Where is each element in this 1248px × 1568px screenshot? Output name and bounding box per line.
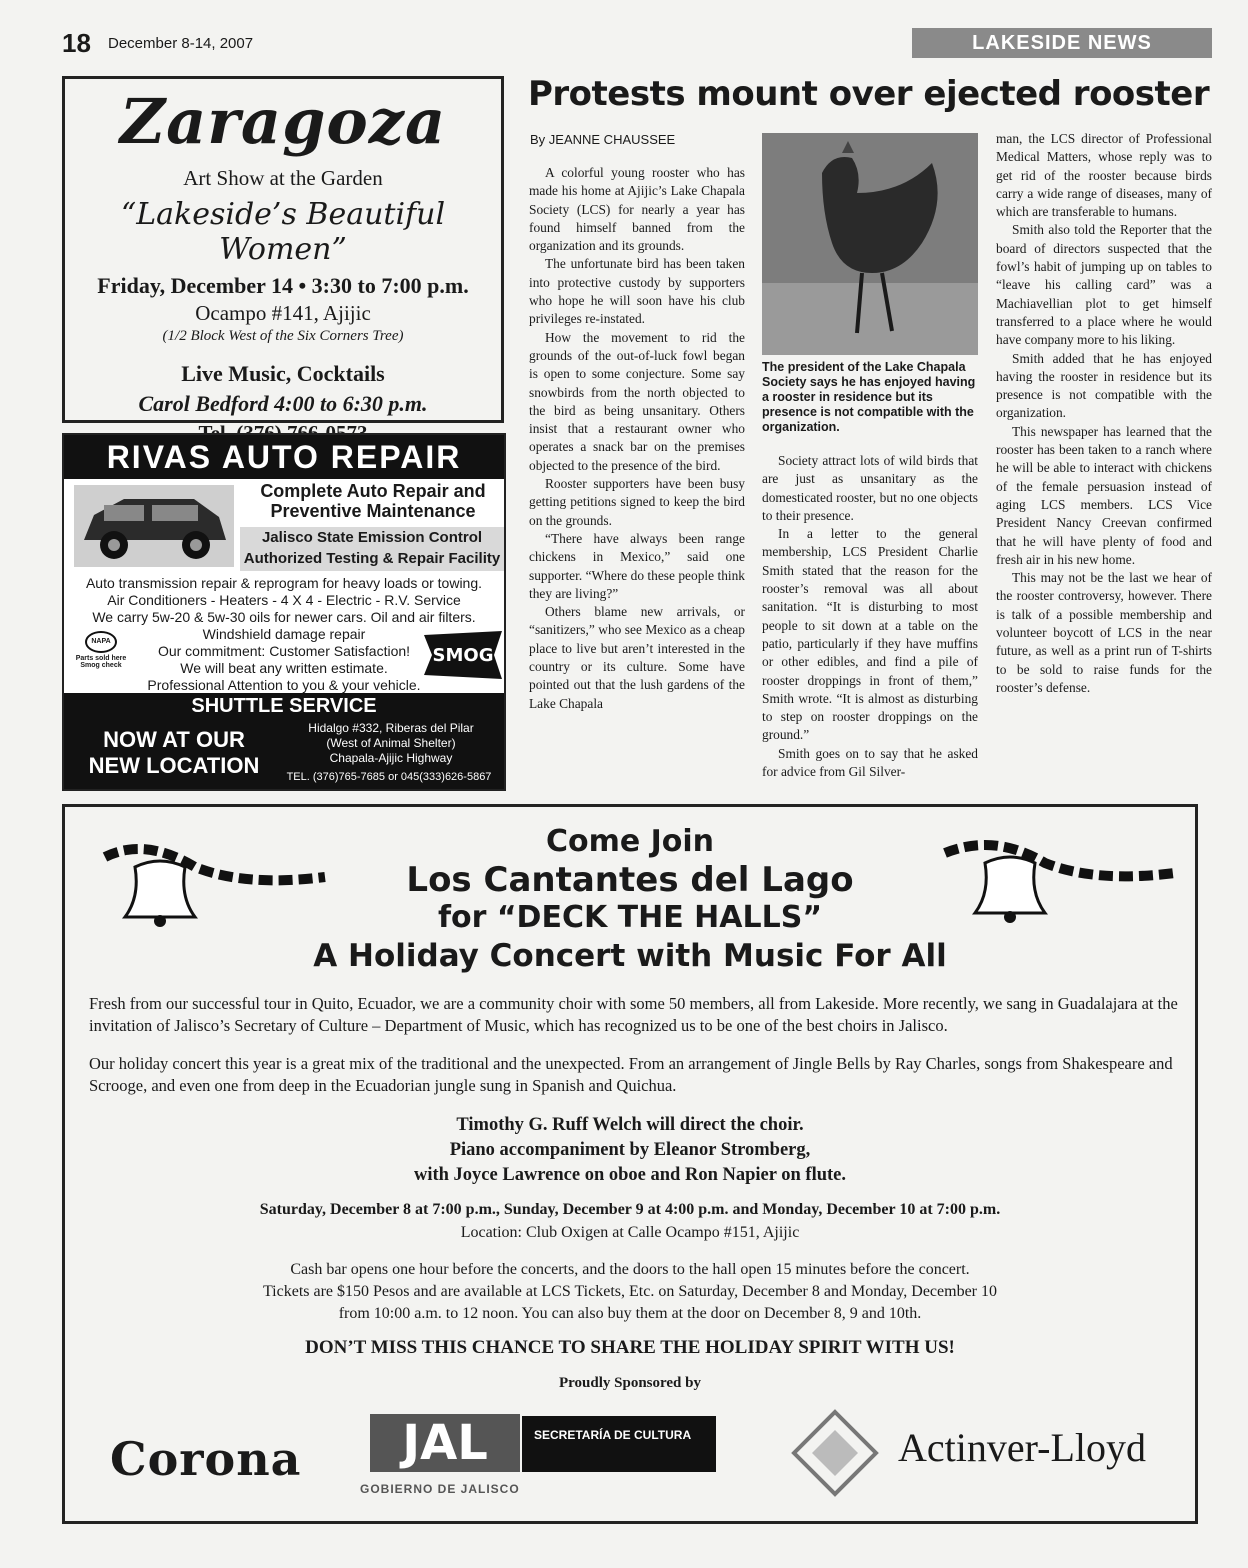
article-headline: Protests mount over ejected rooster [528, 74, 1210, 114]
call-to-action: DON’T MISS THIS CHANCE TO SHARE THE HOLIDAY SPIRIT WITH US! [305, 1337, 955, 1358]
actinver-emblem-icon [790, 1408, 880, 1498]
shuttle-title: SHUTTLE SERVICE [191, 695, 377, 717]
concert-h3: for “DECK THE HALLS” [437, 900, 823, 935]
emission-box: Jalisco State Emission Control Authorized Testing & Repair Facility [240, 527, 504, 571]
shuttle-section [64, 693, 504, 789]
article-column-3 [996, 130, 1212, 697]
photo-caption: The president of the Lake Chapala Society says he has enjoyed having a rooster in residence but its presence is not compatible with the organization. [762, 360, 976, 434]
smog-badge-icon [424, 631, 502, 679]
paragraph: How the movement to rid the grounds of the out-of-luck fowl began is open to some conjecture. Some say snowbirds from the north objected to the bird as being unsanitary. Others insist that a restaurant owner who operates a snack bar on the premises objected to the presence of the bird. [529, 329, 745, 473]
service-line: Air Conditioners - Heaters - 4 X 4 - Electric - R.V. Service [107, 592, 461, 608]
zara-line2: “Lakeside’s Beautiful Women” [120, 197, 446, 267]
concert-paragraph: Our holiday concert this year is a great mix of the traditional and the unexpected. From an arrangement of Jingle Bells by Ray Charles, songs from Shakespeare and Scrooge, and even one from deep in the Ecuadorian jungle sung in Spanish and Quichua. [89, 1054, 1173, 1095]
service-line: Our commitment: Customer Satisfaction! [157, 643, 411, 659]
service-line: We will beat any written estimate. [180, 660, 388, 676]
rooster-photo [762, 133, 978, 355]
new-location: NOW AT OUR NEW LOCATION [88, 727, 260, 778]
actinver-logo: Actinver-Lloyd [898, 1425, 1147, 1470]
issue-date: December 8-14, 2007 [108, 35, 254, 52]
car-image [74, 485, 234, 567]
paragraph: Rooster supporters have been busy getting petitions signed to keep the bird on the grounds. [529, 476, 745, 528]
address: Hidalgo #332, Riberas del Pilar (West of Animal Shelter) Chapala-Ajijic Highway [308, 721, 474, 765]
paragraph: Smith goes on to say that he asked for advice from Gil Silver- [762, 745, 978, 780]
byline: By JEANNE CHAUSSEE [530, 132, 676, 147]
article-column-1 [529, 164, 745, 713]
service-line: We carry 5w-20 & 5w-30 oils for newer cars. Oil and air filters. [92, 609, 476, 625]
corona-logo: Corona [110, 1432, 302, 1486]
napa-logo: NAPA Parts sold here Smog check [70, 631, 132, 669]
rivas-auto-ad [62, 433, 506, 791]
paragraph: Society attract lots of wild birds that are just as unsanitary as the domesticated rooster, but no one objects to their presence. [762, 453, 978, 523]
zaragoza-ad [62, 76, 504, 423]
jalisco-culture-logo: JAL SECRETARÍA DE CULTURA GOBIERNO DE JALISCO [360, 1412, 718, 1502]
zara-line6: Live Music, Cocktails [181, 361, 385, 386]
rivas-banner: RIVAS AUTO REPAIR [64, 435, 504, 479]
concert-location: Location: Club Oxigen at Calle Ocampo #151, Ajijic [460, 1224, 800, 1241]
bell-holly-icon [935, 813, 1185, 923]
service-line: Auto transmission repair & reprogram for heavy loads or towing. [85, 575, 483, 591]
sponsored-by: Proudly Sponsored by [559, 1375, 701, 1391]
zara-line1: Art Show at the Garden [183, 166, 383, 190]
concert-dates: Saturday, December 8 at 7:00 p.m., Sunday, December 9 at 4:00 p.m. and Monday, December 10 at 7:00 p.m. [259, 1201, 1001, 1218]
paragraph: This newspaper has learned that the rooster has been taken to a ranch where he will be able to interact with chickens of the female persuasion instead of aging LCS members. LCS Vice President Nancy Creevan confirmed that he will have plenty of food and fresh air in his new home. [996, 423, 1212, 567]
service-line: Windshield damage repair [202, 626, 366, 642]
svg-text:SMOG: SMOG [432, 645, 494, 666]
article-column-2 [762, 452, 978, 781]
rivas-headline: Complete Auto Repair and Preventive Maintenance [260, 481, 486, 521]
paragraph: The unfortunate bird has been taken into protective custody by supporters who hope he will soon have his club privileges re-instated. [529, 256, 745, 327]
paragraph: A colorful young rooster who has made his home at Ajijic’s Lake Chapala Society (LCS) for nearly a year has found himself banned from the organization and its grounds. [529, 165, 745, 254]
zara-line7: Carol Bedford 4:00 to 6:30 p.m. [138, 391, 428, 416]
service-line: Professional Attention to you & your vehicle. [147, 677, 421, 693]
concert-h1: Come Join [545, 824, 715, 859]
paragraph: This may not be the last we hear of the rooster controversy, however. There is talk of a possible membership and volunteer boycott of LCS in the near future, as well as a print run of T-shirts to be sold to raise funds for the rooster’s defense. [996, 570, 1212, 695]
concert-h2: Los Cantantes del Lago [406, 860, 854, 900]
paragraph: Others blame new arrivals, or “sanitizers,” who see Mexico as a cheap place to live but aren’t interested in the country or its culture. Some have pointed out that the lush gardens of the Lake Chapala [529, 604, 745, 711]
paragraph: man, the LCS director of Professional Medical Matters, whose reply was to get rid of the rooster because birds carry a wide range of diseases, many of which are transferable to humans. [996, 131, 1212, 220]
concert-paragraph: Fresh from our successful tour in Quito, Ecuador, we are a community choir with some 50 members, all from Lakeside. More recently, we sang in Guadalajara at the invitation of Jalisco’s Secretary of Culture – Department of Music, which has recognized us to be one of the best choirs in Jalisco. [89, 994, 1178, 1035]
page-number: 18 [62, 28, 91, 58]
paragraph: “There have always been range chickens in Mexico,” said one supporter. “Where do these people think they are living?” [529, 530, 745, 601]
zara-line5: (1/2 Block West of the Six Corners Tree) [162, 328, 404, 344]
ticket-info: Cash bar opens one hour before the concerts, and the doors to the hall open 15 minutes before the concert. Tickets are $150 Pesos and are available at LCS Tickets, Etc. on Saturday, December 8 and Monday, December 10 from 10:00 a.m. to 12 noon. You can also buy them at the door on December 8, 9 and 10th. [262, 1261, 998, 1322]
bell-holly-icon [85, 817, 335, 927]
section-title: LAKESIDE NEWS [912, 28, 1212, 58]
paragraph: Smith added that he has enjoyed having the rooster in residence but its presence is not compatible with the organization. [996, 350, 1212, 421]
concert-h4: A Holiday Concert with Music For All [313, 938, 947, 974]
zara-line3: Friday, December 14 • 3:30 to 7:00 p.m. [97, 273, 469, 298]
zaragoza-logo: Zaragoza [119, 85, 447, 158]
paragraph: In a letter to the general membership, LCS President Charlie Smith stated that the reason for the rooster’s removal was all about sanitation. “It is disturbing to most people to sit down at a table on the patio, particularly if they have muffins or other edibles, and find a pile of rooster droppings in front of them,” Smith wrote. “It is almost as disturbing to step on rooster droppings on the ground.” [762, 526, 978, 743]
credits: Timothy G. Ruff Welch will direct the choir. Piano accompaniment by Eleanor Stromberg, with Joyce Lawrence on oboe and Ron Napier on flute. [413, 1115, 846, 1185]
paragraph: Smith also told the Reporter that the board of directors suspected that the fowl’s habit of jumping up on tables to “leave his calling card” was a Machiavellian plot to get himself transferred to a place where he would have company more to his liking. [996, 222, 1212, 348]
zara-line4: Ocampo #141, Ajijic [195, 301, 371, 325]
rivas-phone: TEL. (376)765-7685 or 045(333)626-5867 [286, 771, 492, 783]
